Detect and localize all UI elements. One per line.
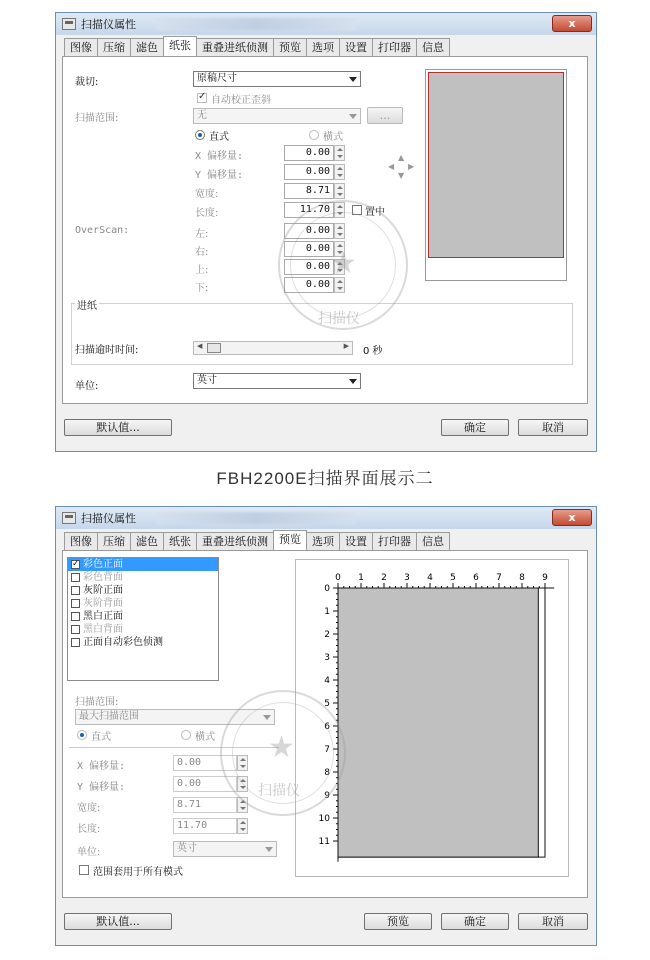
slider-thumb[interactable] <box>207 343 221 353</box>
list-item-checkbox[interactable] <box>71 638 80 647</box>
tab-paper[interactable]: 纸张 <box>163 532 197 550</box>
ruler-x-tick-label: 6 <box>473 573 479 583</box>
ruler-y-tick-label: 9 <box>324 791 330 801</box>
overscan-label: OverScan: <box>75 225 130 236</box>
arrow-right-icon[interactable]: ▶ <box>408 162 415 171</box>
ruler-x-tick-label: 3 <box>404 573 410 583</box>
unit-value: 英寸 <box>197 375 217 386</box>
ruler-x-tick-label: 0 <box>335 573 341 583</box>
scan-area-dropdown[interactable] <box>193 108 361 124</box>
list-item-checkbox[interactable] <box>71 573 80 582</box>
list-item-label: 灰阶背面 <box>83 598 123 609</box>
ruler-y-tick-label: 8 <box>324 768 330 778</box>
tab-info[interactable]: 信息 <box>416 532 450 550</box>
window-title: 扫描仪属性 <box>81 18 136 31</box>
tab-multifeed[interactable]: 重叠进纸侦测 <box>196 38 274 56</box>
preview-ruler <box>296 560 570 878</box>
list-item-checkbox[interactable] <box>71 625 80 634</box>
window-title: 扫描仪属性 <box>81 512 136 525</box>
cancel-button[interactable]: 取消 <box>518 419 588 436</box>
x-offset-field[interactable]: 0.00 <box>284 145 334 161</box>
width-label: 宽度: <box>195 189 219 200</box>
tab-info[interactable]: 信息 <box>416 38 450 56</box>
x-offset-field[interactable]: 0.00 <box>173 755 237 771</box>
overscan-left-label: 左: <box>195 229 209 240</box>
arrow-left-icon[interactable]: ◀ <box>388 162 395 171</box>
tab-settings[interactable]: 设置 <box>339 38 373 56</box>
apply-all-checkbox[interactable] <box>79 865 89 875</box>
star-icon: ★ <box>330 246 357 281</box>
blurred-path <box>156 18 356 30</box>
list-item[interactable] <box>68 597 218 610</box>
ruler-x-tick-label: 2 <box>381 573 387 583</box>
overscan-right-field[interactable]: 0.00 <box>284 241 334 257</box>
tab-imprinter[interactable]: 打印器 <box>372 38 417 56</box>
caption: FBH2200E扫描界面展示二 <box>216 469 434 488</box>
unit-value: 英寸 <box>177 843 197 854</box>
overscan-bottom-field[interactable]: 0.00 <box>284 277 334 293</box>
y-offset-label: Y 偏移量: <box>195 170 244 181</box>
ruler-y-tick-label: 6 <box>324 722 330 732</box>
ruler-y-tick-label: 0 <box>324 584 330 594</box>
tab-options[interactable]: 选项 <box>306 532 340 550</box>
list-item-label: 黑白正面 <box>83 611 123 622</box>
scan-area-rect <box>338 588 538 857</box>
ruler-y-tick-label: 5 <box>324 699 330 709</box>
timeout-value: 0 秒 <box>363 346 383 357</box>
arrow-down-icon[interactable]: ▼ <box>398 171 405 180</box>
title-bar[interactable] <box>56 507 596 529</box>
cancel-button[interactable]: 取消 <box>518 913 588 930</box>
ruler-y-tick-label: 7 <box>324 745 330 755</box>
length-stepper[interactable] <box>237 818 248 834</box>
width-field[interactable]: 8.71 <box>173 797 237 813</box>
landscape-radio[interactable] <box>309 130 319 140</box>
ruler-x-tick-label: 5 <box>450 573 456 583</box>
portrait-radio[interactable] <box>77 730 87 740</box>
list-item[interactable] <box>68 623 218 636</box>
list-item[interactable] <box>68 636 218 649</box>
close-button[interactable]: x <box>552 15 592 32</box>
length-label: 长度: <box>195 208 219 219</box>
auto-deskew-checkbox[interactable] <box>197 93 207 103</box>
portrait-label: 直式 <box>209 132 229 143</box>
tab-color-dropout[interactable]: 滤色 <box>130 38 164 56</box>
scanner-icon <box>62 18 76 30</box>
width-label: 宽度: <box>77 803 101 814</box>
scan-area-value: 无 <box>197 110 207 121</box>
ruler-y-tick-label: 10 <box>318 814 330 824</box>
list-item-checkbox[interactable] <box>71 612 80 621</box>
tab-imprinter[interactable]: 打印器 <box>372 532 417 550</box>
y-offset-field[interactable]: 0.00 <box>173 776 237 792</box>
overscan-top-field[interactable]: 0.00 <box>284 259 334 275</box>
arrow-up-icon[interactable]: ▲ <box>398 153 405 162</box>
crop-value: 原稿尺寸 <box>197 73 237 84</box>
list-item[interactable] <box>68 558 218 571</box>
close-button[interactable]: x <box>552 509 592 526</box>
tab-paper[interactable]: 纸张 <box>163 36 197 56</box>
scan-area-label: 扫描范围: <box>75 697 119 708</box>
ruler-y-tick-label: 4 <box>324 676 330 686</box>
offset-direction-pad <box>388 153 416 181</box>
length-label: 长度: <box>77 824 101 835</box>
y-offset-stepper[interactable] <box>334 164 345 180</box>
ruler-y-tick-label: 11 <box>318 837 330 847</box>
scanner-icon <box>62 512 76 524</box>
slider-left-icon[interactable]: ◀ <box>197 342 203 350</box>
ruler-x-tick-label: 7 <box>496 573 502 583</box>
unit-label: 单位: <box>77 847 101 858</box>
landscape-label: 横式 <box>195 732 215 743</box>
list-item-checkbox[interactable] <box>71 599 80 608</box>
tab-compression[interactable]: 压缩 <box>97 38 131 56</box>
tab-strip <box>64 531 449 550</box>
ruler-x-tick-label: 1 <box>358 573 364 583</box>
ruler-y-tick-label: 1 <box>324 607 330 617</box>
width-field[interactable]: 8.71 <box>284 183 334 199</box>
x-offset-stepper[interactable] <box>334 145 345 161</box>
list-item-checkbox[interactable] <box>71 586 80 595</box>
timeout-label: 扫描逾时时间: <box>75 345 139 356</box>
tab-compression[interactable]: 压缩 <box>97 532 131 550</box>
image-type-list <box>67 557 219 681</box>
unit-label: 单位: <box>75 381 99 392</box>
unit-dropdown[interactable] <box>173 841 277 857</box>
width-stepper[interactable] <box>334 183 345 199</box>
overscan-right-label: 右: <box>195 247 209 258</box>
length-field[interactable]: 11.70 <box>173 818 237 834</box>
watermark-text: 扫描仪 <box>258 783 300 799</box>
list-item[interactable] <box>68 610 218 623</box>
chevron-down-icon <box>349 379 357 384</box>
slider-right-icon[interactable]: ▶ <box>343 342 349 350</box>
list-item-label: 黑白背面 <box>83 624 123 635</box>
tab-image[interactable]: 图像 <box>64 38 98 56</box>
scan-area-preview <box>428 72 564 258</box>
ruler-x-tick-label: 9 <box>542 573 548 583</box>
ruler-x-tick-label: 8 <box>519 573 525 583</box>
overscan-bottom-label: 下: <box>195 283 209 294</box>
unit-dropdown[interactable] <box>193 373 361 389</box>
list-item-label: 灰阶正面 <box>83 585 123 596</box>
x-offset-label: X 偏移量: <box>195 151 244 162</box>
length-field[interactable]: 11.70 <box>284 202 334 218</box>
list-item-checkbox[interactable]: ✓ <box>72 559 80 569</box>
chevron-down-icon <box>349 114 357 119</box>
landscape-radio[interactable] <box>181 730 191 740</box>
tab-preview[interactable]: 预览 <box>273 38 307 56</box>
list-item-label: 正面自动彩色侦测 <box>83 637 163 648</box>
tab-image[interactable]: 图像 <box>64 532 98 550</box>
paper-preview <box>425 69 567 281</box>
feed-group-title: 进纸 <box>75 297 99 312</box>
scan-area-more-button[interactable]: ... <box>367 107 403 124</box>
chevron-down-icon <box>349 77 357 82</box>
ok-button[interactable]: 确定 <box>441 913 509 930</box>
watermark-stamp <box>220 690 346 816</box>
watermark-stamp <box>278 200 408 330</box>
overscan-top-label: 上: <box>195 265 209 276</box>
auto-deskew-label: 自动校正歪斜 <box>211 95 271 106</box>
scan-area-label: 扫描范围: <box>75 113 119 124</box>
scan-area-value: 最大扫描范围 <box>79 711 139 722</box>
list-item-label: 彩色正面 <box>83 559 123 570</box>
tab-preview[interactable]: 预览 <box>273 530 307 550</box>
blurred-path <box>156 512 356 524</box>
tab-options[interactable]: 选项 <box>306 38 340 56</box>
tab-strip <box>64 37 449 56</box>
watermark-text: 扫描仪 <box>318 311 360 327</box>
default-button[interactable]: 默认值... <box>64 913 172 930</box>
list-item[interactable] <box>68 571 218 584</box>
portrait-label: 直式 <box>91 732 111 743</box>
landscape-label: 横式 <box>323 132 343 143</box>
tab-multifeed[interactable]: 重叠进纸侦测 <box>196 532 274 550</box>
ruler-x-tick-label: 4 <box>427 573 433 583</box>
crop-label: 裁切: <box>75 77 99 88</box>
tab-settings[interactable]: 设置 <box>339 532 373 550</box>
timeout-slider[interactable] <box>193 341 353 355</box>
ok-button[interactable]: 确定 <box>441 419 509 436</box>
tab-color-dropout[interactable]: 滤色 <box>130 532 164 550</box>
y-offset-label: Y 偏移量: <box>77 782 126 793</box>
center-label: 置中 <box>365 207 385 218</box>
star-icon: ★ <box>268 730 295 765</box>
crop-dropdown[interactable] <box>193 71 361 87</box>
y-offset-field[interactable]: 0.00 <box>284 164 334 180</box>
ruler-y-tick-label: 3 <box>324 653 330 663</box>
chevron-down-icon <box>265 847 273 852</box>
x-offset-label: X 偏移量: <box>77 761 126 772</box>
ruler-y-tick-label: 2 <box>324 630 330 640</box>
preview-button[interactable]: 预览 <box>364 913 432 930</box>
list-item-label: 彩色背面 <box>83 572 123 583</box>
default-button[interactable]: 默认值... <box>64 419 172 436</box>
overscan-left-field[interactable]: 0.00 <box>284 223 334 239</box>
apply-all-label: 范围套用于所有模式 <box>93 867 183 878</box>
portrait-radio[interactable] <box>195 130 205 140</box>
title-bar[interactable] <box>56 13 596 35</box>
list-item[interactable] <box>68 584 218 597</box>
preview-area[interactable] <box>295 559 569 877</box>
